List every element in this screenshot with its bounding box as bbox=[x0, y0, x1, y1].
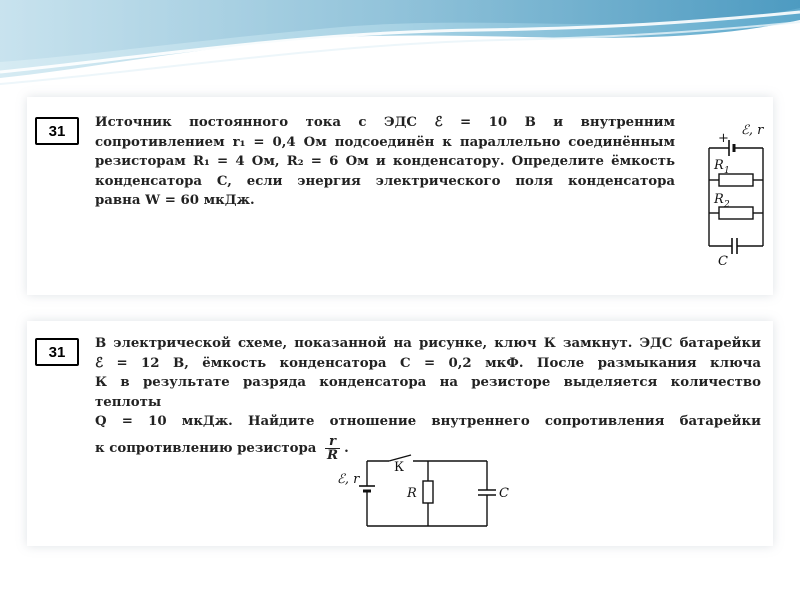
problem-text-line: К в результате разряда конденсатора на резисторе выделяется количество теплоты bbox=[95, 375, 761, 410]
problem-text bbox=[95, 113, 675, 211]
plus-sign: + bbox=[718, 131, 729, 146]
resistor-label: R bbox=[407, 486, 417, 501]
r1-subscript: 1 bbox=[724, 166, 730, 176]
capacitor-label: C bbox=[718, 254, 728, 269]
header-wave-decoration bbox=[0, 0, 800, 90]
problem-card-1 bbox=[27, 97, 773, 295]
end-punctuation: . bbox=[344, 440, 349, 456]
circuit-diagram-2 bbox=[337, 453, 537, 533]
problem-text-line: равна W = 60 мкДж. bbox=[95, 193, 255, 208]
key-label: К bbox=[394, 460, 405, 475]
emf-label: ℰ, r bbox=[337, 472, 360, 487]
problem-number: 31 bbox=[35, 338, 79, 366]
r1-label: R bbox=[714, 158, 724, 173]
circuit-diagram-1 bbox=[699, 117, 771, 269]
problem-card-2 bbox=[27, 321, 773, 546]
problem-text-line: Источник постоянного тока с ЭДС ℰ = 10 В и внутренним bbox=[95, 115, 675, 130]
problem-text-line: сопротивлением r₁ = 0,4 Ом подсоединён к параллельно соединённым bbox=[95, 134, 675, 150]
capacitor-label: C bbox=[499, 486, 509, 501]
last-line-text: к сопротивлению резистора bbox=[95, 440, 317, 456]
problem-text-line: резисторам R₁ = 4 Ом, R₂ = 6 Ом и конденсатору. Определите ёмкость bbox=[95, 154, 675, 169]
r2-subscript: 2 bbox=[724, 200, 730, 210]
problem-number: 31 bbox=[35, 117, 79, 145]
problem-text-line: Q = 10 мкДж. Найдите отношение внутреннего сопротивления батарейки bbox=[95, 414, 761, 429]
problem-text-line: ℰ = 12 В, ёмкость конденсатора C = 0,2 мкФ. После размыкания ключа bbox=[95, 355, 761, 371]
problem-text-line: конденсатора C, если энергия электрического поля конденсатора bbox=[95, 173, 675, 189]
emf-label: ℰ, r bbox=[741, 123, 764, 138]
problem-text-line: В электрической схеме, показанной на рисунке, ключ К замкнут. ЭДС батарейки bbox=[95, 336, 761, 351]
fraction-numerator: r bbox=[325, 435, 340, 449]
fraction-denominator: R bbox=[327, 447, 339, 463]
problem-text bbox=[95, 334, 761, 462]
r2-label: R bbox=[714, 192, 724, 207]
